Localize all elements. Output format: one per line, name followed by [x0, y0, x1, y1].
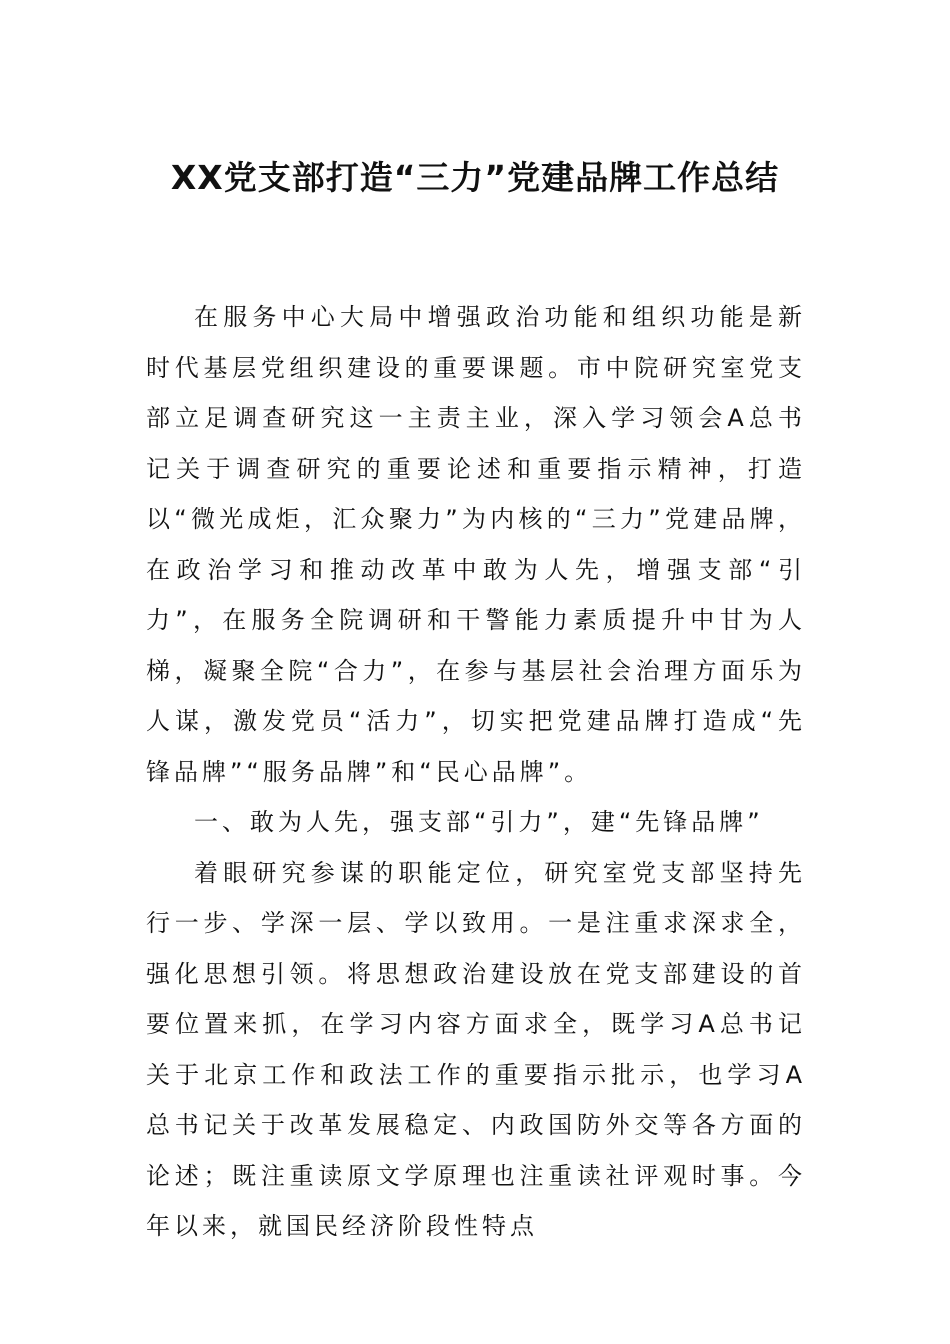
section-heading: 一、敢为人先，强支部“引力”，建“先锋品牌”	[194, 808, 764, 836]
document-body	[146, 292, 806, 1252]
body-paragraph: 着眼研究参谋的职能定位，研究室党支部坚持先行一步、学深一层、学以致用。一是注重求深求全，强化思想引领。将思想政治建设放在党支部建设的首要位置来抓，在学习内容方面求全，既学习A总书记关于北京工作和政法工作的重要指示批示，也学习A总书记关于改革发展稳定、内政国防外交等各方面的论述；既注重读原文学原理也注重读社评观时事。今年以来，就国民经济阶段性特点	[146, 858, 806, 1240]
intro-paragraph: 在服务中心大局中增强政治功能和组织功能是新时代基层党组织建设的重要课题。市中院研究室党支部立足调查研究这一主责主业，深入学习领会A总书记关于调查研究的重要论述和重要指示精神，打造以“微光成炬，汇众聚力”为内核的“三力”党建品牌，在政治学习和推动改革中敢为人先，增强支部“引力”，在服务全院调研和干警能力素质提升中甘为人梯，凝聚全院“合力”，在参与基层社会治理方面乐为人谋，激发党员“活力”，切实把党建品牌打造成“先锋品牌”“服务品牌”和“民心品牌”。	[146, 303, 806, 786]
document-title: XX党支部打造“三力”党建品牌工作总结	[170, 158, 780, 197]
